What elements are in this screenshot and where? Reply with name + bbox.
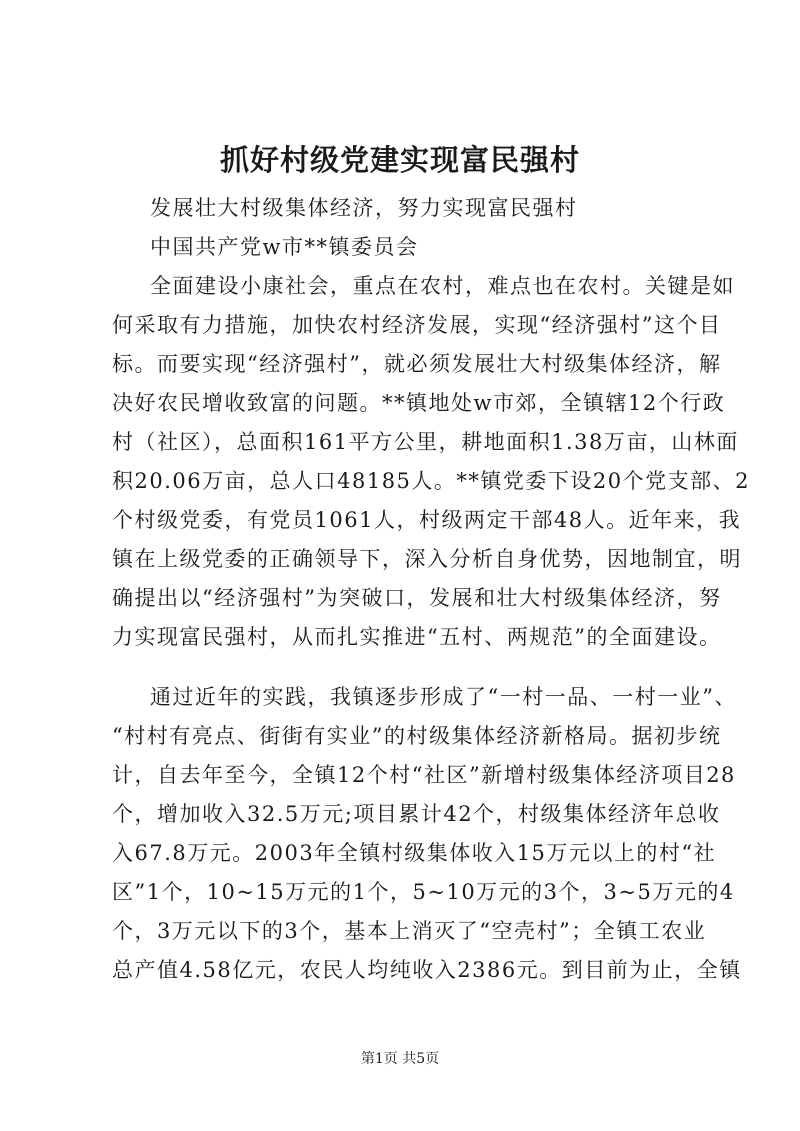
document-title: 抓好村级党建实现富民强村	[219, 143, 580, 177]
page-number-footer: 第1页 共5页	[360, 1051, 440, 1067]
paragraph-line: 个，增加收入32.5万元;项目累计42个，村级集体经济年总收	[112, 802, 721, 826]
paragraph-line: 何采取有力措施，加快农村经济发展，实现“经济强村”这个目	[112, 313, 722, 337]
paragraph-line: 区”1个，10~15万元的1个，5~10万元的3个，3~5万元的4	[112, 880, 735, 904]
subtitle-line-2: 中国共产党w市**镇委员会	[150, 235, 419, 259]
paragraph-line: 总产值4.58亿元，农民人均纯收入2386元。到目前为止，全镇	[112, 958, 742, 982]
paragraph-line: 决好农民增收致富的问题。**镇地处w市郊，全镇辖12个行政	[112, 391, 726, 415]
paragraph-line: 镇在上级党委的正确领导下，深入分析自身优势，因地制宜，明	[112, 547, 742, 571]
paragraph-line: 标。而要实现“经济强村”，就必须发展壮大村级集体经济，解	[112, 352, 722, 376]
paragraph-line: 村（社区），总面积161平方公里，耕地面积1.38万亩，山林面	[112, 430, 739, 454]
paragraph-line: 力实现富民强村，从而扎实推进“五村、两规范”的全面建设。	[112, 625, 722, 649]
paragraph-line: 通过近年的实践，我镇逐步形成了“一村一品、一村一业”、	[150, 685, 737, 709]
paragraph-line: 个村级党委，有党员1061人，村级两定干部48人。近年来，我	[112, 508, 742, 532]
subtitle-line-1: 发展壮大村级集体经济，努力实现富民强村	[150, 196, 578, 220]
paragraph-line: 计，自去年至今，全镇12个村“社区”新增村级集体经济项目28	[112, 763, 736, 787]
paragraph-line: 入67.8万元。2003年全镇村级集体收入15万元以上的村“社	[112, 841, 717, 865]
paragraph-line: 个，3万元以下的3个，基本上消灭了“空壳村”；全镇工农业	[112, 919, 707, 943]
paragraph-line: 积20.06万亩，总人口48185人。**镇党委下设20个党支部、2	[112, 469, 751, 493]
paragraph-line: “村村有亮点、街街有实业”的村级集体经济新格局。据初步统	[112, 724, 722, 748]
paragraph-line: 确提出以“经济强村”为突破口，发展和壮大村级集体经济，努	[112, 586, 722, 610]
paragraph-line: 全面建设小康社会，重点在农村，难点也在农村。关键是如	[150, 274, 735, 298]
